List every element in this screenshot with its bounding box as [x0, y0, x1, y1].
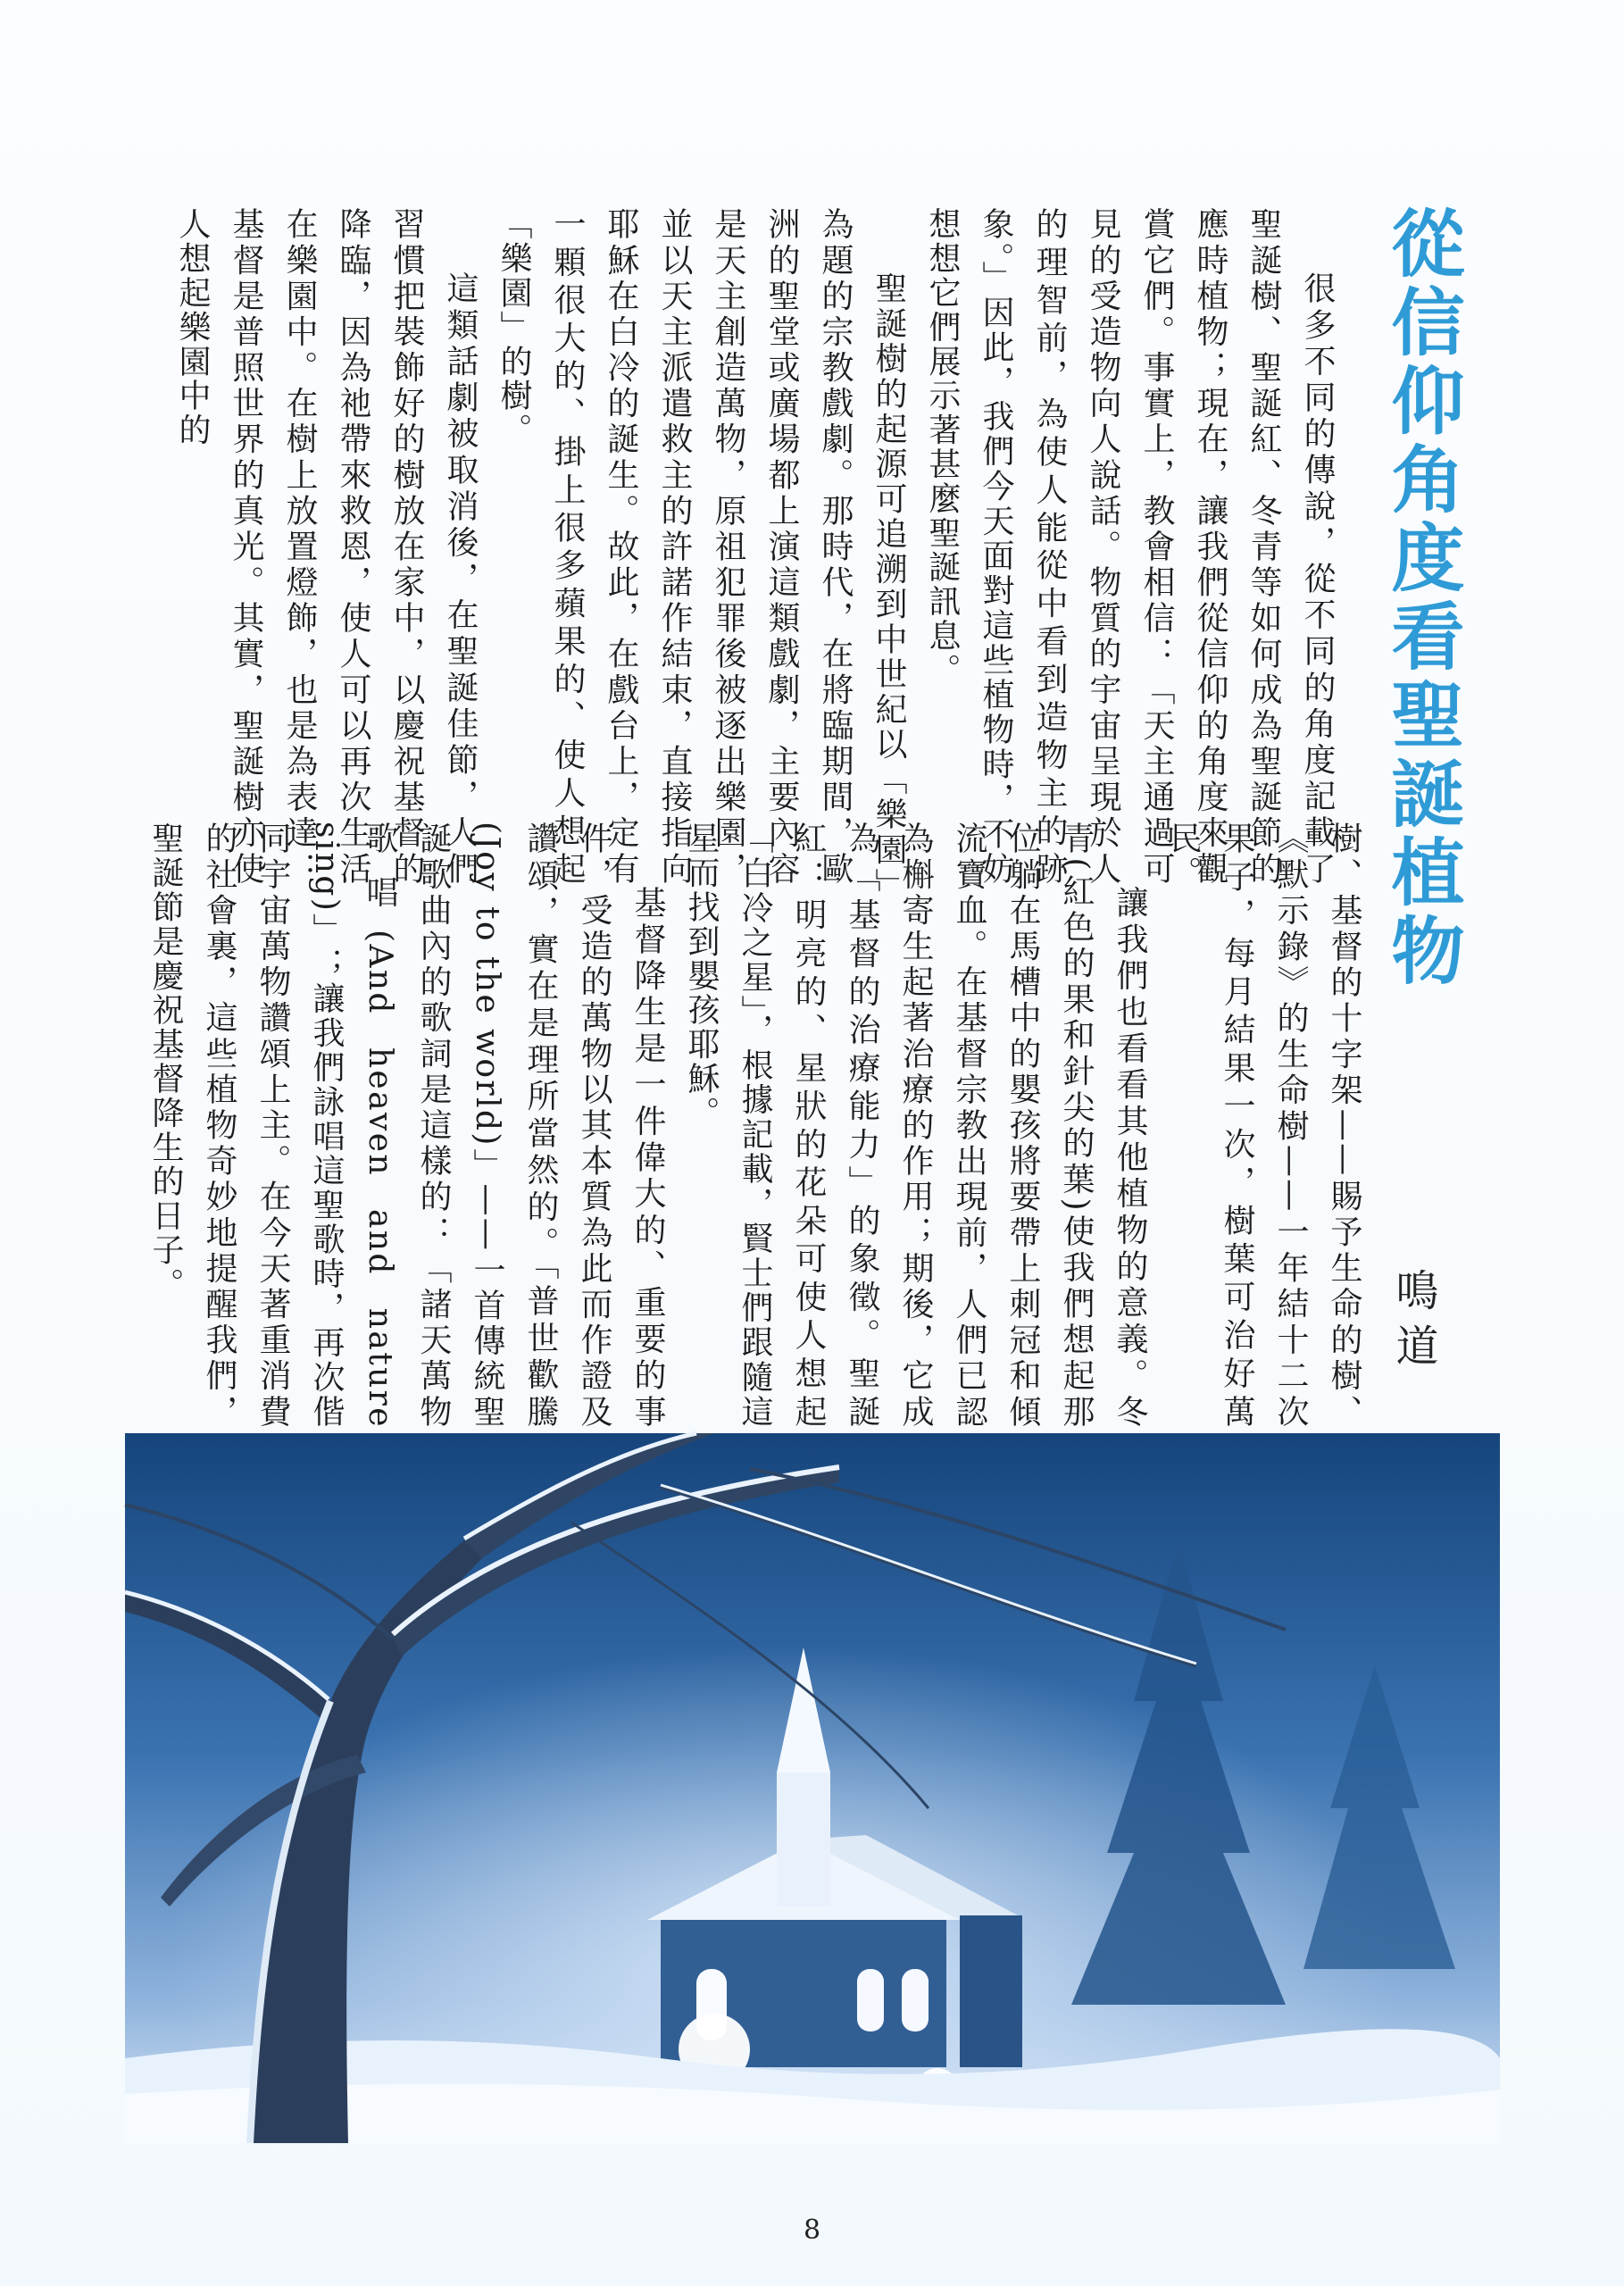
- snowy-church-photo: [125, 1433, 1500, 2143]
- paragraph: 樹、基督的十字架——賜予生命的樹、《默示錄》的生命樹——一年結十二次果子，每月結果一次，樹葉可治好萬民。: [1165, 822, 1362, 1429]
- paragraph: 基督降生是一件偉大的、重要的事件，受造的萬物以其本質為此而作證及讚頌，實在是理所當然的。「普世歡騰(Joy to the world)」——一首傳統聖誕歌曲內的歌詞是這樣的：「諸天萬物歌唱(And heaven and nature sing)」；讓我們詠唱這聖歌時，再次偕同宇宙萬物讚頌上主。在今天著重消費的社會裏，這些植物奇妙地提醒我們，聖誕節是慶祝基督降生的日子。: [147, 822, 666, 1429]
- paragraph: 這類話劇被取消後，在聖誕佳節，人們習慣把裝飾好的樹放在家中，以慶祝基督的降臨，因為祂帶來救恩，使人可以再次生活在樂園中。在樹上放置燈飾，也是為表達：基督是普照世界的真光。其實，聖誕樹亦使人想起樂園中的: [174, 207, 479, 886]
- paragraph: 聖誕樹的起源可追溯到中世紀以「樂園」為題的宗教戲劇。那時代，在將臨期間，歐洲的聖堂或廣場都上演這類戲劇，主要內容是天主創造萬物，原祖犯罪後被逐出樂園，並以天主派遣救主的許諾作結束，直接指向耶穌在白冷的誕生。故此，在戲台上，定有一顆很大的、掛上很多蘋果的、使人想起「樂園」的樹。: [496, 207, 907, 886]
- article-text-upper: [165, 207, 1344, 886]
- article-text-lower: [147, 822, 1370, 1429]
- paragraph: 很多不同的傳說，從不同的角度記載了聖誕樹、聖誕紅、冬青等如何成為聖誕節的應時植物；現在，讓我們從信仰的角度來觀賞它們。事實上，教會相信：「天主通過可見的受造物向人說話。物質的宇宙呈現於人的理智前，為使人能從中看到造物主的跡象。」因此，我們今天面對這些植物時，不妨想想它們展示著甚麼聖誕訊息。: [924, 207, 1336, 886]
- paragraph: 讓我們也看看其他植物的意義。冬青(紅色的果和針尖的葉)使我們想起那位躺在馬槽中的嬰孩將要帶上刺冠和傾流寶血。在基督宗教出現前，人們已認為槲寄生起著治療的作用；期後，它成為「基督的治療能力」的象徵。聖誕紅：明亮的、星狀的花朵可使人想起「白冷之星」，根據記載，賢士們跟隨這星而找到嬰孩耶穌。: [683, 822, 1148, 1429]
- article-title: 從信仰角度看聖誕植物: [1379, 205, 1465, 991]
- page-number: 8: [803, 2215, 821, 2246]
- author-name: 鳴道: [1388, 1268, 1438, 1379]
